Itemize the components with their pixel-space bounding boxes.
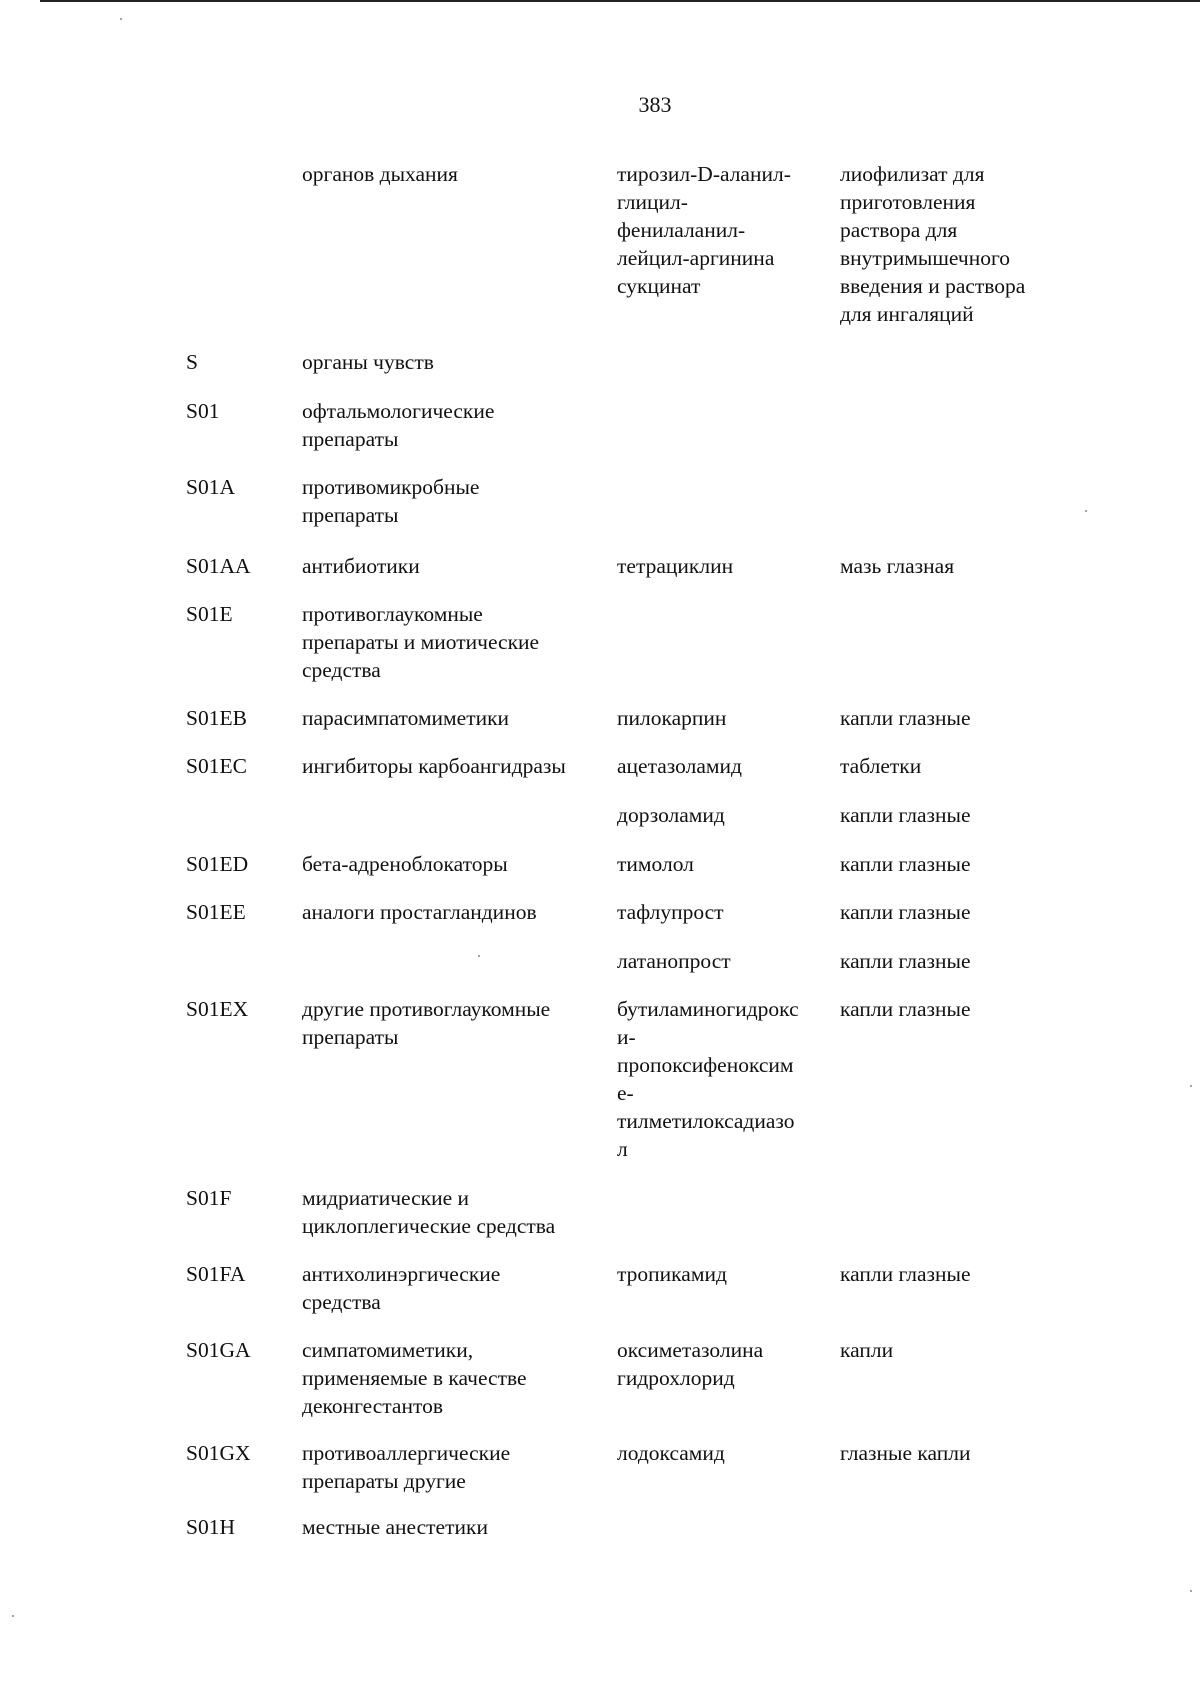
pharmacological-group-line: антихолинэргические — [302, 1262, 501, 1286]
atc-code-cell: S01EX — [186, 997, 249, 1021]
pharmacological-group-line: парасимпатомиметики — [302, 706, 510, 730]
dosage-form-line: раствора для — [840, 218, 958, 242]
pharmacological-group-line: препараты — [302, 427, 399, 451]
drug-name-line: тетрациклин — [617, 554, 734, 578]
pharmacological-group-cell — [302, 1260, 617, 1316]
pharmacological-group-line: противомикробные — [302, 475, 480, 499]
dosage-form-line: капли глазные — [840, 803, 971, 827]
pharmacological-group-line: другие противоглаукомные — [302, 997, 551, 1021]
dosage-form-line: лиофилизат для — [840, 162, 985, 186]
pharmacological-group-cell — [302, 898, 617, 926]
dosage-form-cell — [840, 1260, 1080, 1288]
pharmacological-group-line: препараты другие — [302, 1469, 466, 1493]
pharmacological-group-cell — [302, 752, 617, 780]
dosage-form-line: глазные капли — [840, 1441, 971, 1465]
atc-code-cell: S01H — [186, 1515, 235, 1539]
dosage-form-cell — [840, 752, 1080, 780]
pharmacological-group-line: органов дыхания — [302, 162, 458, 186]
drug-name-cell — [617, 801, 837, 829]
pharmacological-group-line: мидриатические и — [302, 1186, 470, 1210]
pharmacological-group-cell — [302, 1336, 617, 1420]
scan-top-border — [40, 0, 1200, 2]
drug-name-cell — [617, 995, 837, 1163]
atc-code-cell: S01F — [186, 1186, 232, 1210]
atc-code-cell: S01AA — [186, 554, 251, 578]
atc-code-cell: S01E — [186, 602, 233, 626]
atc-code-cell: S01GA — [186, 1338, 251, 1362]
drug-name-cell — [617, 850, 837, 878]
drug-name-line: тропикамид — [617, 1262, 727, 1286]
dosage-form-line: капли глазные — [840, 706, 971, 730]
dosage-form-cell — [840, 160, 1080, 328]
drug-name-line: тафлупрост — [617, 900, 724, 924]
pharmacological-group-cell — [302, 1513, 617, 1541]
pharmacological-group-line: применяемые в качестве — [302, 1366, 527, 1390]
dosage-form-cell — [840, 1439, 1080, 1467]
pharmacological-group-line: циклоплегические средства — [302, 1214, 556, 1238]
dosage-form-cell — [840, 801, 1080, 829]
dosage-form-line: введения и раствора — [840, 274, 1026, 298]
dosage-form-line: капли глазные — [840, 852, 971, 876]
drug-name-line: сукцинат — [617, 274, 701, 298]
drug-name-line: тимолол — [617, 852, 694, 876]
pharmacological-group-line: органы чувств — [302, 350, 434, 374]
atc-code-cell: S01 — [186, 399, 220, 423]
drug-name-cell — [617, 898, 837, 926]
dosage-form-line: капли глазные — [840, 1262, 971, 1286]
scan-speck — [120, 18, 122, 20]
pharmacological-group-cell — [302, 850, 617, 878]
pharmacological-group-line: местные анестетики — [302, 1515, 488, 1539]
drug-name-line: оксиметазолина — [617, 1338, 764, 1362]
pharmacological-group-line: средства — [302, 658, 381, 682]
pharmacological-group-cell — [302, 704, 617, 732]
dosage-form-cell — [840, 850, 1080, 878]
pharmacological-group-line: средства — [302, 1290, 381, 1314]
drug-name-line: фенилаланил- — [617, 218, 746, 242]
drug-name-line: пропоксифеноксим — [617, 1053, 794, 1077]
drug-name-cell — [617, 1336, 837, 1392]
drug-name-cell — [617, 704, 837, 732]
atc-code-cell: S01EC — [186, 754, 247, 778]
pharmacological-group-line: препараты и миотические — [302, 630, 540, 654]
scan-speck — [1085, 510, 1087, 512]
drug-name-line: глицил- — [617, 190, 688, 214]
pharmacological-group-cell — [302, 1439, 617, 1495]
pharmacological-group-line: антибиотики — [302, 554, 420, 578]
pharmacological-group-cell — [302, 552, 617, 580]
atc-code-cell: S01EB — [186, 706, 247, 730]
drug-name-line: бутиламиногидрокс — [617, 997, 799, 1021]
dosage-form-line: капли глазные — [840, 997, 971, 1021]
pharmacological-group-cell — [302, 995, 617, 1051]
drug-name-line: е- — [617, 1081, 634, 1105]
dosage-form-cell — [840, 1336, 1080, 1364]
drug-name-cell — [617, 160, 837, 300]
drug-name-line: ацетазоламид — [617, 754, 742, 778]
dosage-form-cell — [840, 947, 1080, 975]
scan-speck — [1190, 1085, 1192, 1087]
drug-name-line: дорзоламид — [617, 803, 725, 827]
pharmacological-group-line: противоаллергические — [302, 1441, 511, 1465]
pharmacological-group-line: деконгестантов — [302, 1394, 443, 1418]
pharmacological-group-line: ингибиторы карбоангидразы — [302, 754, 566, 778]
dosage-form-line: капли глазные — [840, 900, 971, 924]
drug-name-line: тилметилоксадиазо — [617, 1109, 795, 1133]
pharmacological-group-cell — [302, 1184, 617, 1240]
drug-name-line: л — [617, 1137, 628, 1161]
dosage-form-line: внутримышечного — [840, 246, 1011, 270]
atc-code-cell: S01ED — [186, 852, 249, 876]
pharmacological-group-cell — [302, 600, 617, 684]
drug-name-line: гидрохлорид — [617, 1366, 735, 1390]
dosage-form-line: приготовления — [840, 190, 976, 214]
drug-name-line: лейцил-аргинина — [617, 246, 775, 270]
pharmacological-group-line: препараты — [302, 503, 399, 527]
dosage-form-line: таблетки — [840, 754, 922, 778]
scan-speck — [478, 955, 480, 957]
drug-name-cell — [617, 1439, 837, 1467]
atc-code-cell: S01EE — [186, 900, 246, 924]
atc-code-cell: S01A — [186, 475, 235, 499]
dosage-form-cell — [840, 704, 1080, 732]
page-number: 383 — [638, 92, 672, 117]
pharmacological-group-line: аналоги простагландинов — [302, 900, 537, 924]
pharmacological-group-cell — [302, 348, 617, 376]
drug-name-cell — [617, 552, 837, 580]
drug-name-cell — [617, 947, 837, 975]
pharmacological-group-line: симпатомиметики, — [302, 1338, 474, 1362]
pharmacological-group-cell — [302, 473, 617, 529]
dosage-form-line: для ингаляций — [840, 302, 974, 326]
scan-speck — [12, 1615, 14, 1617]
drug-name-cell — [617, 752, 837, 780]
dosage-form-line: капли глазные — [840, 949, 971, 973]
dosage-form-cell — [840, 995, 1080, 1023]
drug-name-line: тирозил-D-аланил- — [617, 162, 791, 186]
drug-name-line: лодоксамид — [617, 1441, 725, 1465]
scan-speck — [1190, 1590, 1192, 1592]
dosage-form-line: мазь глазная — [840, 554, 955, 578]
drug-name-line: пилокарпин — [617, 706, 727, 730]
dosage-form-cell — [840, 898, 1080, 926]
drug-name-cell — [617, 1260, 837, 1288]
drug-name-line: и- — [617, 1025, 636, 1049]
pharmacological-group-line: противоглаукомные — [302, 602, 483, 626]
dosage-form-cell — [840, 552, 1080, 580]
pharmacological-group-line: офтальмологические — [302, 399, 495, 423]
pharmacological-group-cell — [302, 160, 617, 188]
pharmacological-group-line: препараты — [302, 1025, 399, 1049]
dosage-form-line: капли — [840, 1338, 894, 1362]
pharmacological-group-line: бета-адреноблокаторы — [302, 852, 508, 876]
atc-code-cell: S01GX — [186, 1441, 251, 1465]
atc-code-cell: S01FA — [186, 1262, 246, 1286]
drug-name-line: латанопрост — [617, 949, 731, 973]
pharmacological-group-cell — [302, 397, 617, 453]
atc-code-cell: S — [186, 350, 198, 374]
